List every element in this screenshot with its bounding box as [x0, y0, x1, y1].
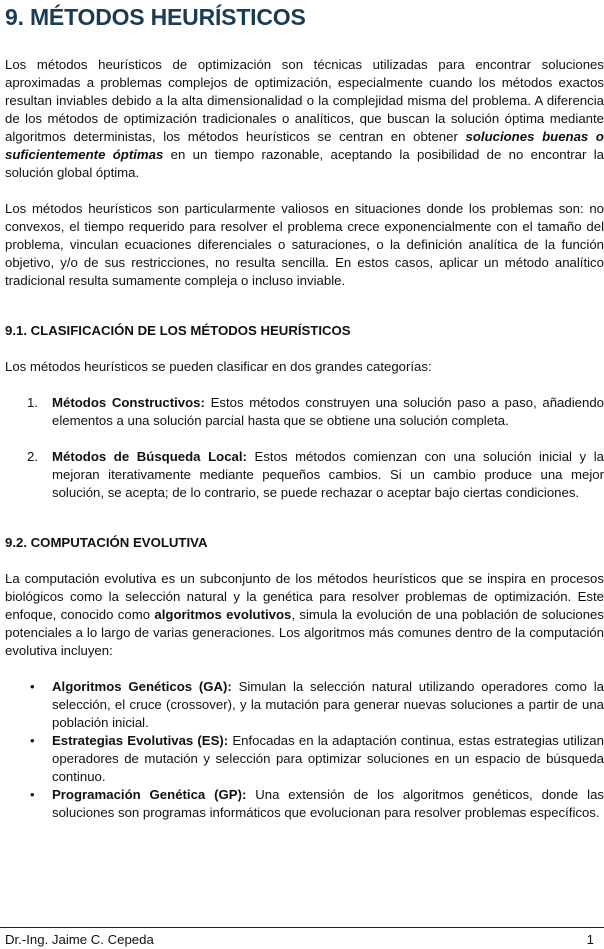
list-item — [5, 448, 604, 502]
intro-paragraph-2: Los métodos heurísticos son particularmente valiosos en situaciones donde los problemas son: no convexos, el tiempo requerido para resolver el problema crece exponencialmente con el tamaño del problema, vinculan ecuaciones diferenciales o saturaciones, o la definición analítica de la función objetivo, y/o de sus restricciones, no resulta sencilla. En estos casos, aplicar un método analítico tradicional resulta sumamente compleja o incluso inviable. — [5, 201, 604, 288]
list-item-text: Simulan la selección natural utilizando operadores como la selección, el cruce (crossover), y la mutación para generar nuevas soluciones a partir de una población inicial. — [52, 679, 604, 730]
list-item-term: Métodos Constructivos: — [52, 395, 205, 410]
section-heading-evolutionary: 9.2. COMPUTACIÓN EVOLUTIVA — [5, 535, 208, 550]
list-item — [5, 678, 604, 732]
bullet-icon: • — [30, 733, 35, 748]
page-footer — [5, 932, 594, 948]
list-item-term: Algoritmos Genéticos (GA): — [52, 679, 232, 694]
algorithms-list — [5, 678, 604, 822]
page-number: 1 — [586, 932, 594, 947]
list-number: 2. — [27, 449, 38, 464]
list-item — [5, 786, 604, 822]
intro-paragraph-1 — [5, 56, 604, 182]
list-item-term: Programación Genética (GP): — [52, 787, 247, 802]
bullet-icon: • — [30, 787, 35, 802]
list-item-text: Estos métodos construyen una solución paso a paso, añadiendo elementos a una solución parcial hasta que se obtiene una solución completa. — [52, 395, 604, 428]
evolutionary-paragraph — [5, 570, 604, 660]
list-item-text: Estos métodos comienzan con una solución inicial y la mejoran iterativamente mediante pequeños cambios. Si un cambio produce una mejor solución, se acepta; de lo contrario, se puede rechazar o aceptar bajo ciertas condiciones. — [52, 449, 604, 500]
footer-author: Dr.-Ing. Jaime C. Cepeda — [5, 932, 154, 947]
list-item — [5, 394, 604, 430]
chapter-title: 9. MÉTODOS HEURÍSTICOS — [5, 4, 306, 30]
list-item-text: Enfocadas en la adaptación continua, estas estrategias utilizan operadores de mutación y selección para optimizar soluciones en un espacio de búsqueda continuo. — [52, 733, 604, 784]
section-heading-classification: 9.1. CLASIFICACIÓN DE LOS MÉTODOS HEURÍSTICOS — [5, 323, 351, 338]
list-number: 1. — [27, 395, 38, 410]
evolutionary-p-start: La computación evolutiva es un subconjunto de los métodos heurísticos que se inspira en procesos biológicos como la selección natural y la genética para resolver problemas de optimización. Este enfoque, conocido como — [5, 571, 604, 622]
document-page — [5, 0, 604, 822]
footer-divider — [0, 927, 604, 928]
list-item-text: Una extensión de los algoritmos genéticos, donde las soluciones son programas informáticos que evolucionan para resolver problemas específicos. — [52, 787, 604, 820]
list-item-term: Estrategias Evolutivas (ES): — [52, 733, 229, 748]
intro-p1-emphasis: soluciones buenas o suficientemente óptimas — [5, 129, 604, 162]
list-item — [5, 732, 604, 786]
list-item-term: Métodos de Búsqueda Local: — [52, 449, 247, 464]
evolutionary-p-bold: algoritmos evolutivos — [154, 607, 292, 622]
classification-list — [5, 394, 604, 502]
intro-p1-end: en un tiempo razonable, aceptando la posibilidad de no encontrar la solución global óptima. — [5, 147, 604, 180]
intro-p1-start: Los métodos heurísticos de optimización son técnicas utilizadas para encontrar soluciones aproximadas a problemas complejos de optimización, especialmente cuando los métodos exactos resultan inviables debido a la alta dimensionalidad o la complejidad misma del problema. A diferencia de los métodos de optimización tradicionales o analíticos, que buscan la solución óptima mediante algoritmos deterministas, los métodos heurísticos se centran en obtener — [5, 57, 604, 144]
bullet-icon: • — [30, 679, 35, 694]
classification-intro: Los métodos heurísticos se pueden clasificar en dos grandes categorías: — [5, 359, 432, 374]
evolutionary-p-end: , simula la evolución de una población de soluciones potenciales a lo largo de varias generaciones. Los algoritmos más comunes dentro de la computación evolutiva incluyen: — [5, 607, 604, 658]
